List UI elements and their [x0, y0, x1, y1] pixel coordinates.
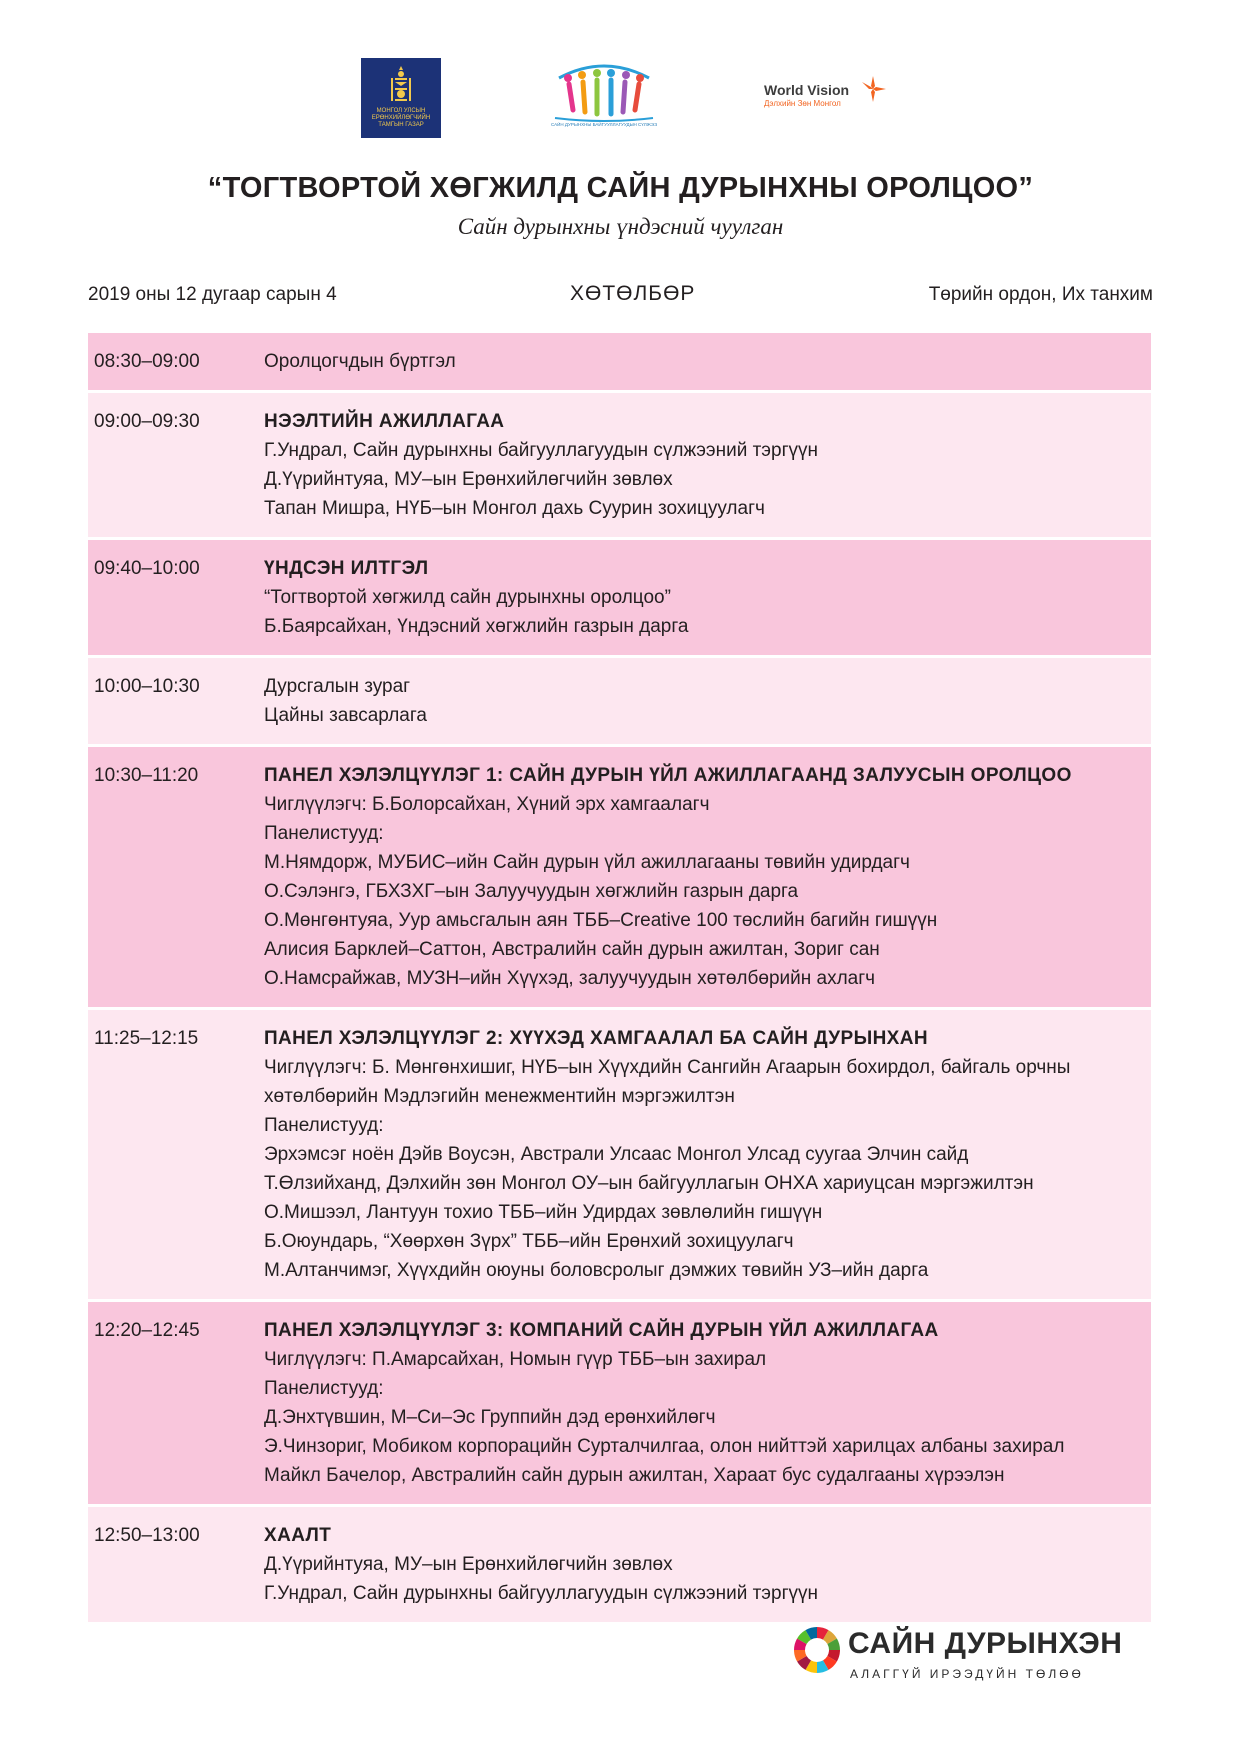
- agenda-row: [88, 333, 1151, 390]
- agenda-time: 11:25–12:15: [94, 1028, 199, 1049]
- agenda-line: Д.Үүрийнтуяа, МУ–ын Ерөнхийлөгчийн зөвлөх: [264, 1554, 673, 1575]
- agenda-content: [264, 1024, 1137, 1285]
- agenda-content: [264, 672, 1137, 730]
- agenda-line: Алисия Барклей–Саттон, Австралийн сайн дурын ажилтан, Зориг сан: [264, 939, 880, 960]
- agenda-line: Эрхэмсэг ноён Дэйв Воусэн, Австрали Улсаас Монгол Улсад суугаа Элчин сайд: [264, 1144, 969, 1165]
- agenda-line: О.Сэлэнгэ, ГБХЗХГ–ын Залуучуудын хөгжлийн газрын дарга: [264, 881, 799, 902]
- agenda-line: О.Мишээл, Лантуун тохио ТББ–ийн Удирдах зөвлөлийн гишүүн: [264, 1202, 823, 1223]
- footer-wordmark: САЙН ДУРЫНХЭН: [848, 1627, 1123, 1660]
- agenda-line: “Тогтвортой хөгжилд сайн дурынхны оролцоо”: [264, 587, 671, 608]
- page-subtitle: Сайн дурынхны үндэсний чуулган: [457, 214, 784, 239]
- agenda-line: Д.Үүрийнтуяа, МУ–ын Ерөнхийлөгчийн зөвлөх: [264, 469, 673, 490]
- agenda-row: [88, 658, 1151, 744]
- agenda-line: М.Алтанчимэг, Хүүхдийн оюуны боловсролыг дэмжих төвийн УЗ–ийн дарга: [264, 1260, 929, 1281]
- agenda-content: [264, 1521, 1137, 1608]
- agenda-row: [88, 540, 1151, 655]
- agenda-line: Оролцогчдын бүртгэл: [264, 351, 456, 372]
- agenda-row: [88, 1302, 1151, 1504]
- agenda-line: Б.Оюундарь, “Хөөрхөн Зүрх” ТББ–ийн Ерөнхий зохицуулагч: [264, 1231, 794, 1252]
- world-vision-star-icon: [860, 76, 886, 102]
- page-title: “ТОГТВОРТОЙ ХӨГЖИЛД САЙН ДУРЫНХНЫ ОРОЛЦОО”: [207, 172, 1034, 204]
- agenda-line: Чиглүүлэгч: Б.Болорсайхан, Хүний эрх хамгаалагч: [264, 794, 710, 815]
- agenda-row: [88, 1010, 1151, 1299]
- emblem-caption: МОНГОЛ УЛСЫН ЕРӨНХИЙЛӨГЧИЙН ТАМГЫН ГАЗАР: [371, 108, 431, 128]
- agenda-content: [264, 554, 1137, 641]
- event-venue: Төрийн ордон, Их танхим: [928, 284, 1153, 305]
- agenda-line: М.Нямдорж, МУБИС–ийн Сайн дурын үйл ажиллагааны төвийн удирдагч: [264, 852, 910, 873]
- agenda-content: [264, 1316, 1137, 1490]
- volunteer-association-logo: [551, 60, 657, 138]
- agenda-time: 10:30–11:20: [94, 765, 199, 786]
- agenda-line: О.Мөнгөнтуяа, Уур амьсгалын аян ТББ–Creative 100 төслийн багийн гишүүн: [264, 910, 938, 931]
- sdg-wheel-icon: [792, 1625, 842, 1675]
- agenda-time: 09:40–10:00: [94, 558, 200, 579]
- agenda-line: Панелистууд:: [264, 1378, 384, 1399]
- agenda-line: Э.Чинзориг, Мобиком корпорацийн Сурталчилгаа, олон нийттэй харилцах албаны захирал: [264, 1436, 1065, 1457]
- agenda-line: Панелистууд:: [264, 823, 384, 844]
- agenda-line: Цайны завсарлага: [264, 705, 427, 726]
- agenda-content: [264, 407, 1137, 523]
- agenda-heading: НЭЭЛТИЙН АЖИЛЛАГАА: [264, 411, 505, 432]
- agenda-content: [264, 347, 1137, 376]
- agenda-row: [88, 1507, 1151, 1622]
- agenda-line: Б.Баярсайхан, Үндэсний хөгжлийн газрын дарга: [264, 616, 689, 637]
- agenda-content: [264, 761, 1137, 993]
- agenda-time: 12:20–12:45: [94, 1320, 200, 1341]
- footer-tagline: АЛАГГҮЙ ИРЭЭДҮЙН ТӨЛӨӨ: [850, 1667, 1084, 1681]
- agenda-heading: ҮНДСЭН ИЛТГЭЛ: [264, 558, 429, 579]
- world-vision-logo: [764, 82, 894, 122]
- agenda-line: Г.Ундрал, Сайн дурынхны байгууллагуудын сүлжээний тэргүүн: [264, 440, 818, 461]
- agenda-table: [88, 333, 1151, 1625]
- agenda-row: [88, 393, 1151, 537]
- agenda-heading: ХААЛТ: [264, 1525, 332, 1546]
- agenda-line: Тапан Мишра, НҮБ–ын Монгол дахь Суурин зохицуулагч: [264, 498, 765, 519]
- event-date: 2019 оны 12 дугаар сарын 4: [88, 284, 337, 305]
- agenda-line: Чиглүүлэгч: П.Амарсайхан, Номын гүүр ТББ–ын захирал: [264, 1349, 767, 1370]
- agenda-line: О.Намсрайжав, МУЗН–ийн Хүүхэд, залуучуудын хөтөлбөрийн ахлагч: [264, 968, 876, 989]
- people-arch-icon: [551, 60, 657, 122]
- agenda-heading: ПАНЕЛ ХЭЛЭЛЦҮҮЛЭГ 2: ХҮҮХЭД ХАМГААЛАЛ БА САЙН ДУРЫНХАН: [264, 1028, 929, 1049]
- agenda-line: Т.Өлзийханд, Дэлхийн зөн Монгол ОУ–ын байгууллагын ОНХА хариуцсан мэргэжилтэн: [264, 1173, 1034, 1194]
- soyombo-icon: [389, 66, 413, 104]
- program-label: ХӨТӨЛБӨР: [570, 282, 696, 305]
- logo-strip: [0, 58, 1241, 142]
- agenda-line: Дурсгалын зураг: [264, 676, 411, 697]
- footer-logo: [792, 1625, 1152, 1695]
- agenda-time: 12:50–13:00: [94, 1525, 200, 1546]
- agenda-line: Майкл Бачелор, Австралийн сайн дурын ажилтан, Хараат бус судалгааны хүрээлэн: [264, 1465, 1005, 1486]
- agenda-row: [88, 747, 1151, 1007]
- agenda-line: Панелистууд:: [264, 1115, 384, 1136]
- world-vision-subname: Дэлхийн Зөн Монгол: [764, 99, 841, 108]
- agenda-line: Г.Ундрал, Сайн дурынхны байгууллагуудын сүлжээний тэргүүн: [264, 1583, 818, 1604]
- agenda-line: Чиглүүлэгч: Б. Мөнгөнхишиг, НҮБ–ын Хүүхдийн Сангийн Агаарын бохирдол, байгаль орчны хөтөлбөрийн Мэдлэгийн менежментийн мэргэжилтэн: [264, 1057, 1071, 1107]
- agenda-time: 10:00–10:30: [94, 676, 200, 697]
- agenda-line: Д.Энхтүвшин, М–Си–Эс Группийн дэд ерөнхийлөгч: [264, 1407, 716, 1428]
- agenda-time: 08:30–09:00: [94, 351, 200, 372]
- world-vision-name: World Vision: [764, 82, 850, 98]
- presidential-office-logo: [361, 58, 441, 138]
- agenda-time: 09:00–09:30: [94, 411, 200, 432]
- agenda-heading: ПАНЕЛ ХЭЛЭЛЦҮҮЛЭГ 1: САЙН ДУРЫН ҮЙЛ АЖИЛЛАГААНД ЗАЛУУСЫН ОРОЛЦОО: [264, 765, 1072, 786]
- association-caption: САЙН ДУРЫНХНЫ БАЙГУУЛЛАГУУДЫН СҮЛЖЭЭ: [551, 122, 657, 127]
- agenda-heading: ПАНЕЛ ХЭЛЭЛЦҮҮЛЭГ 3: КОМПАНИЙ САЙН ДУРЫН ҮЙЛ АЖИЛЛАГАА: [264, 1320, 939, 1341]
